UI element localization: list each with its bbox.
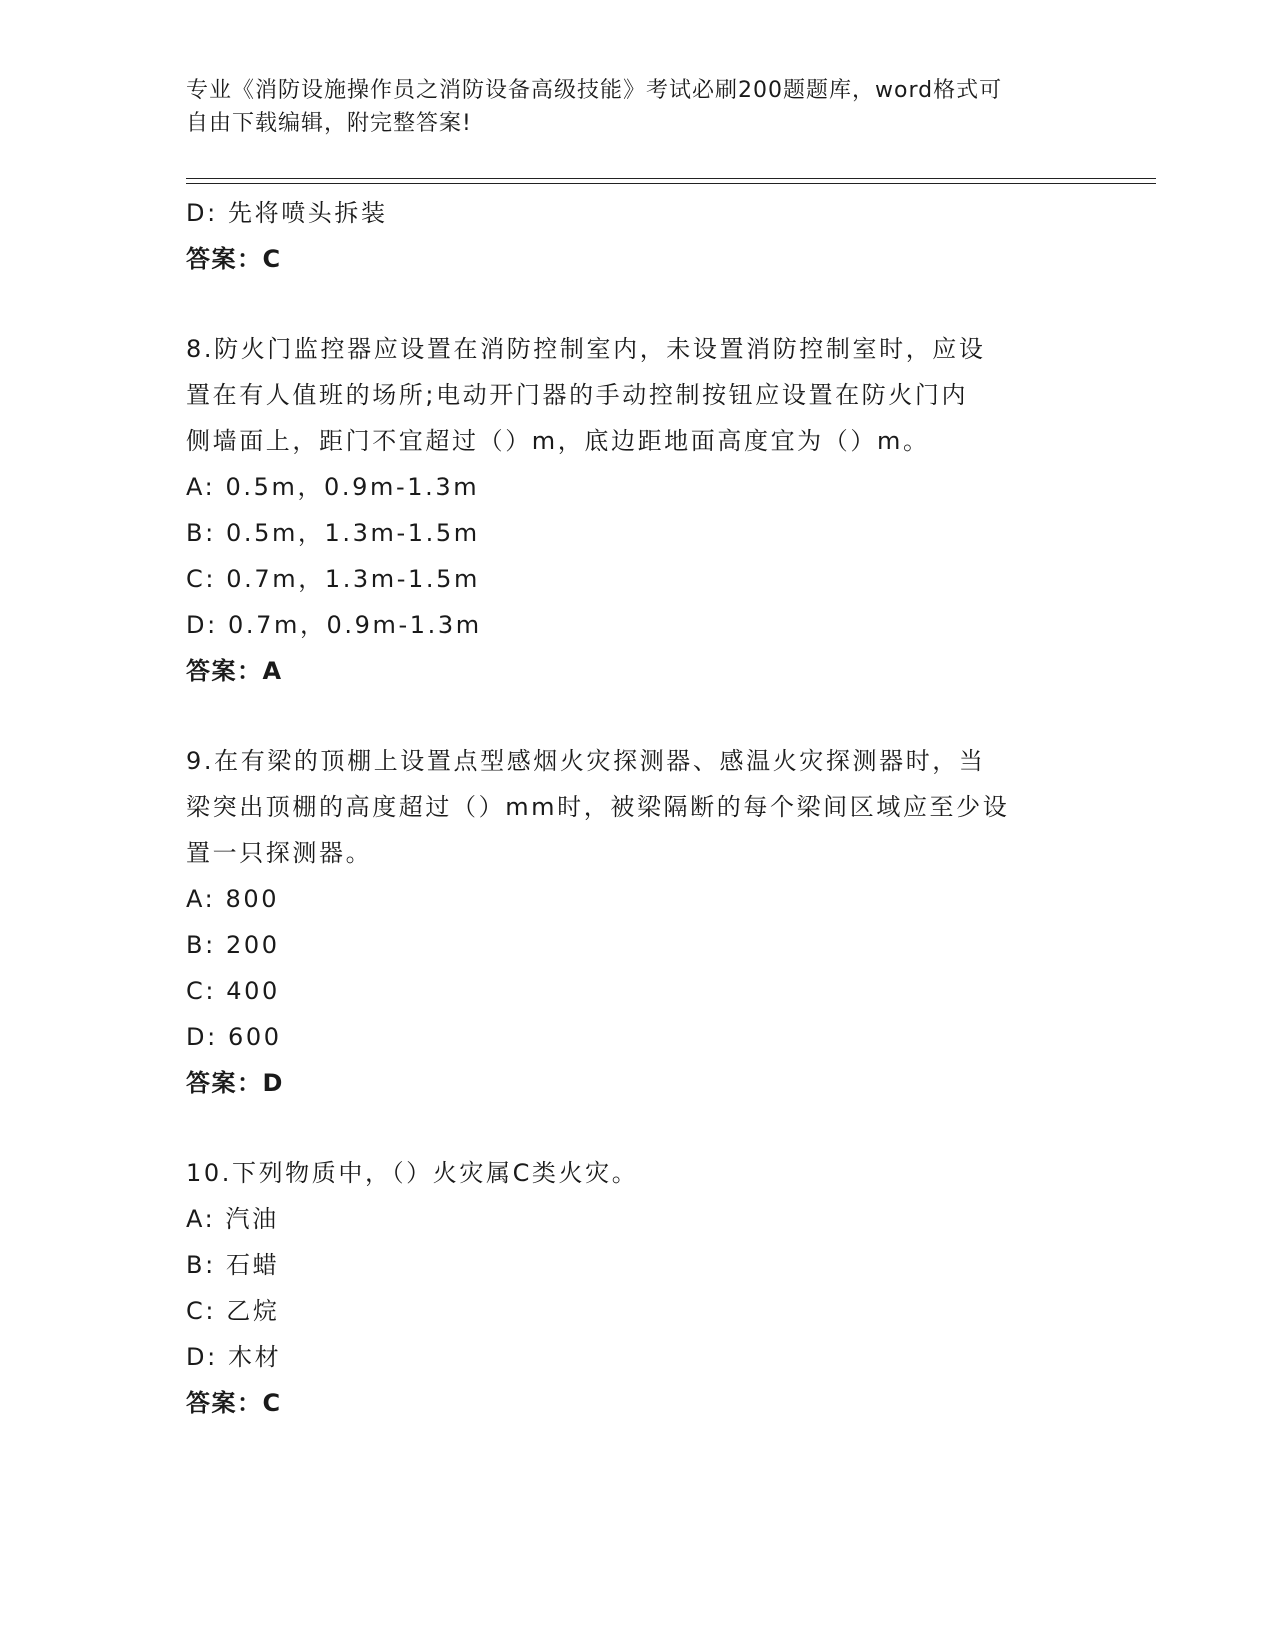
stem-line: 置一只探测器。: [186, 839, 373, 867]
stem-line: 9.在有梁的顶棚上设置点型感烟火灾探测器、感温火灾探测器时，当: [186, 747, 986, 775]
header-divider-bottom: [186, 183, 1156, 184]
question-stem: [186, 326, 1086, 464]
answer-label: 答案：C: [186, 1389, 282, 1417]
document-header: [186, 74, 1066, 140]
spacer: [186, 694, 1086, 738]
question-9: [186, 738, 1086, 1106]
stem-line: 梁突出顶棚的高度超过（）mm时，被梁隔断的每个梁间区域应至少设: [186, 793, 1010, 821]
header-divider-top: [186, 178, 1156, 179]
option-a: A: 汽油: [186, 1205, 279, 1233]
option-b: B: 0.5m，1.3m-1.5m: [186, 519, 480, 547]
answer-label: 答案：D: [186, 1069, 284, 1097]
header-line-2: 自由下载编辑，附完整答案!: [186, 111, 472, 136]
stem-line: 侧墙面上，距门不宜超过（）m，底边距地面高度宜为（）m。: [186, 427, 930, 455]
question-10: [186, 1150, 1086, 1426]
option-a: A: 0.5m，0.9m-1.3m: [186, 473, 480, 501]
answer-label: 答案：A: [186, 657, 283, 685]
option-d: D: 先将喷头拆装: [186, 199, 388, 227]
question-list: [186, 190, 1086, 1426]
spacer: [186, 1106, 1086, 1150]
option-b: B: 石蜡: [186, 1251, 280, 1279]
answer-label: 答案：C: [186, 245, 282, 273]
option-c: C: 0.7m，1.3m-1.5m: [186, 565, 480, 593]
question-8: [186, 326, 1086, 694]
stem-line: 置在有人值班的场所;电动开门器的手动控制按钮应设置在防火门内: [186, 381, 969, 409]
question-stem: [186, 738, 1086, 876]
option-a: A: 800: [186, 885, 280, 913]
option-d: D: 0.7m，0.9m-1.3m: [186, 611, 482, 639]
question-stem: [186, 1150, 1086, 1196]
question-7-tail: [186, 190, 1086, 282]
spacer: [186, 282, 1086, 326]
header-line-1: 专业《消防设施操作员之消防设备高级技能》考试必刷200题题库，word格式可: [186, 78, 1003, 103]
option-d: D: 木材: [186, 1343, 282, 1371]
option-b: B: 200: [186, 931, 280, 959]
option-c: C: 400: [186, 977, 280, 1005]
option-d: D: 600: [186, 1023, 282, 1051]
stem-line: 10.下列物质中，（）火灾属C类火灾。: [186, 1159, 639, 1187]
stem-line: 8.防火门监控器应设置在消防控制室内，未设置消防控制室时，应设: [186, 335, 986, 363]
option-c: C: 乙烷: [186, 1297, 280, 1325]
